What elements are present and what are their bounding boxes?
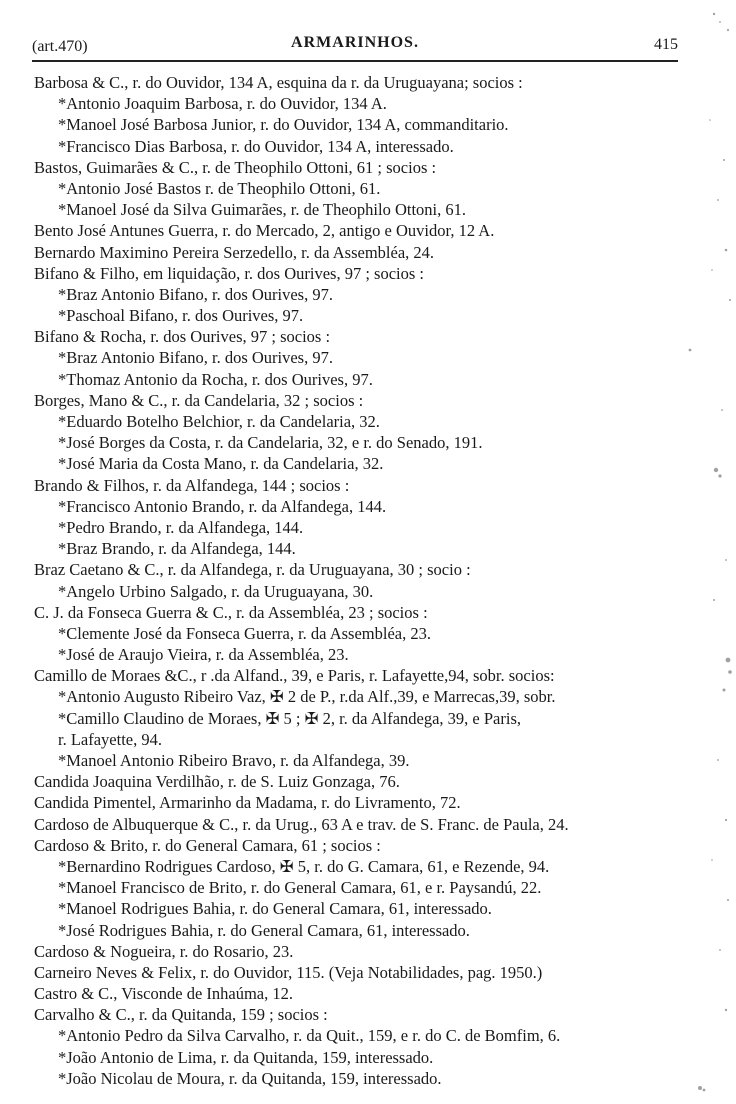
partner-line: *Angelo Urbino Salgado, r. da Uruguayana, 30. [58, 581, 374, 601]
firm-entry: Bifano & Filho, em liquidação, r. dos Ourives, 97 ; socios : [34, 263, 425, 283]
partner-line: *Francisco Antonio Brando, r. da Alfandega, 144. [58, 496, 387, 516]
partner-line: *Manoel Rodrigues Bahia, r. do General Camara, 61, interessado. [58, 899, 492, 919]
partner-line: *João Nicolau de Moura, r. da Quitanda, 159, interessado. [58, 1068, 442, 1088]
partner-line: *Antonio Joaquim Barbosa, r. do Ouvidor, 134 A. [58, 94, 387, 114]
firm-entry: C. J. da Fonseca Guerra & C., r. da Assembléa, 23 ; socios : [34, 602, 428, 622]
partner-line: *Manoel Antonio Ribeiro Bravo, r. da Alfandega, 39. [58, 751, 410, 770]
firm-entry: Carvalho & C., r. da Quitanda, 159 ; socios : [34, 1005, 328, 1025]
header-rule [32, 60, 678, 62]
partner-line: *Eduardo Botelho Belchior, r. da Candelaria, 32. [58, 412, 380, 431]
article-reference: (art.470) [32, 38, 88, 55]
firm-entry: Braz Caetano & C., r. da Alfandega, r. da Uruguayana, 30 ; socio : [34, 560, 471, 580]
partner-line: *Camillo Claudino de Moraes, ✠ 5 ; ✠ 2, r. da Alfandega, 39, e Paris, [58, 708, 521, 728]
partner-line: *Manoel José Barbosa Junior, r. do Ouvidor, 134 A, commanditario. [58, 115, 509, 135]
firm-entry: Brando & Filhos, r. da Alfandega, 144 ; socios : [34, 475, 350, 495]
partner-line: *Braz Antonio Bifano, r. dos Ourives, 97. [58, 284, 333, 304]
page-title: ARMARINHOS. [291, 34, 419, 51]
firm-entry: Bernardo Maximino Pereira Serzedello, r. da Assembléa, 24. [34, 242, 435, 262]
partner-line: *Antonio José Bastos r. de Theophilo Ottoni, 61. [58, 178, 381, 198]
partner-line: *Francisco Dias Barbosa, r. do Ouvidor, 134 A, interessado. [58, 136, 454, 156]
page-header [32, 30, 678, 58]
partner-line: *Manoel Francisco de Brito, r. do General Camara, 61, e r. Paysandú, 22. [58, 878, 542, 898]
firm-entry: Candida Joaquina Verdilhão, r. de S. Luiz Gonzaga, 76. [34, 772, 400, 792]
directory-entries [34, 72, 694, 1089]
partner-line: *Paschoal Bifano, r. dos Ourives, 97. [58, 306, 304, 326]
partner-line: *Braz Brando, r. da Alfandega, 144. [58, 539, 296, 559]
partner-line: *José Rodrigues Bahia, r. do General Camara, 61, interessado. [58, 920, 470, 940]
firm-entry: Cardoso & Nogueira, r. do Rosario, 23. [34, 941, 294, 961]
firm-entry: Barbosa & C., r. do Ouvidor, 134 A, esquina da r. da Uruguayana; socios : [34, 73, 523, 92]
firm-entry: Camillo de Moraes &C., r .da Alfand., 39, e Paris, r. Lafayette,94, sobr. socios: [34, 666, 555, 686]
firm-entry: Borges, Mano & C., r. da Candelaria, 32 ; socios : [34, 390, 364, 410]
partner-line: *Pedro Brando, r. da Alfandega, 144. [58, 517, 304, 537]
page-number: 415 [654, 36, 678, 53]
partner-line: *Clemente José da Fonseca Guerra, r. da Assembléa, 23. [58, 623, 431, 643]
partner-line: *José Maria da Costa Mano, r. da Candelaria, 32. [58, 454, 384, 474]
partner-line: *Antonio Augusto Ribeiro Vaz, ✠ 2 de P., r.da Alf.,39, e Marrecas,39, sobr. [58, 687, 556, 707]
firm-entry: Castro & C., Visconde de Inhaúma, 12. [34, 984, 293, 1004]
firm-entry: Cardoso & Brito, r. do General Camara, 61 ; socios : [34, 835, 381, 855]
partner-line: *Thomaz Antonio da Rocha, r. dos Ourives, 97. [58, 369, 373, 389]
partner-line: r. Lafayette, 94. [58, 729, 162, 749]
partner-line: *Bernardino Rodrigues Cardoso, ✠ 5, r. do G. Camara, 61, e Rezende, 94. [58, 856, 550, 876]
firm-entry: Bastos, Guimarães & C., r. de Theophilo Ottoni, 61 ; socios : [34, 157, 437, 177]
firm-entry: Candida Pimentel, Armarinho da Madama, r. do Livramento, 72. [34, 793, 461, 813]
firm-entry: Carneiro Neves & Felix, r. do Ouvidor, 115. (Veja Notabilidades, pag. 1950.) [34, 962, 543, 982]
partner-line: *José de Araujo Vieira, r. da Assembléa, 23. [58, 645, 349, 665]
partner-line: *José Borges da Costa, r. da Candelaria, 32, e r. do Senado, 191. [58, 433, 483, 453]
firm-entry: Bento José Antunes Guerra, r. do Mercado, 2, antigo e Ouvidor, 12 A. [34, 221, 495, 241]
partner-line: *Antonio Pedro da Silva Carvalho, r. da Quit., 159, e r. do C. de Bomfim, 6. [58, 1026, 561, 1046]
partner-line: *Braz Antonio Bifano, r. dos Ourives, 97. [58, 348, 333, 368]
partner-line: *João Antonio de Lima, r. da Quitanda, 159, interessado. [58, 1047, 434, 1067]
partner-line: *Manoel José da Silva Guimarães, r. de Theophilo Ottoni, 61. [58, 200, 467, 220]
firm-entry: Cardoso de Albuquerque & C., r. da Urug., 63 A e trav. de S. Franc. de Paula, 24. [34, 814, 569, 834]
firm-entry: Bifano & Rocha, r. dos Ourives, 97 ; socios : [34, 327, 331, 347]
